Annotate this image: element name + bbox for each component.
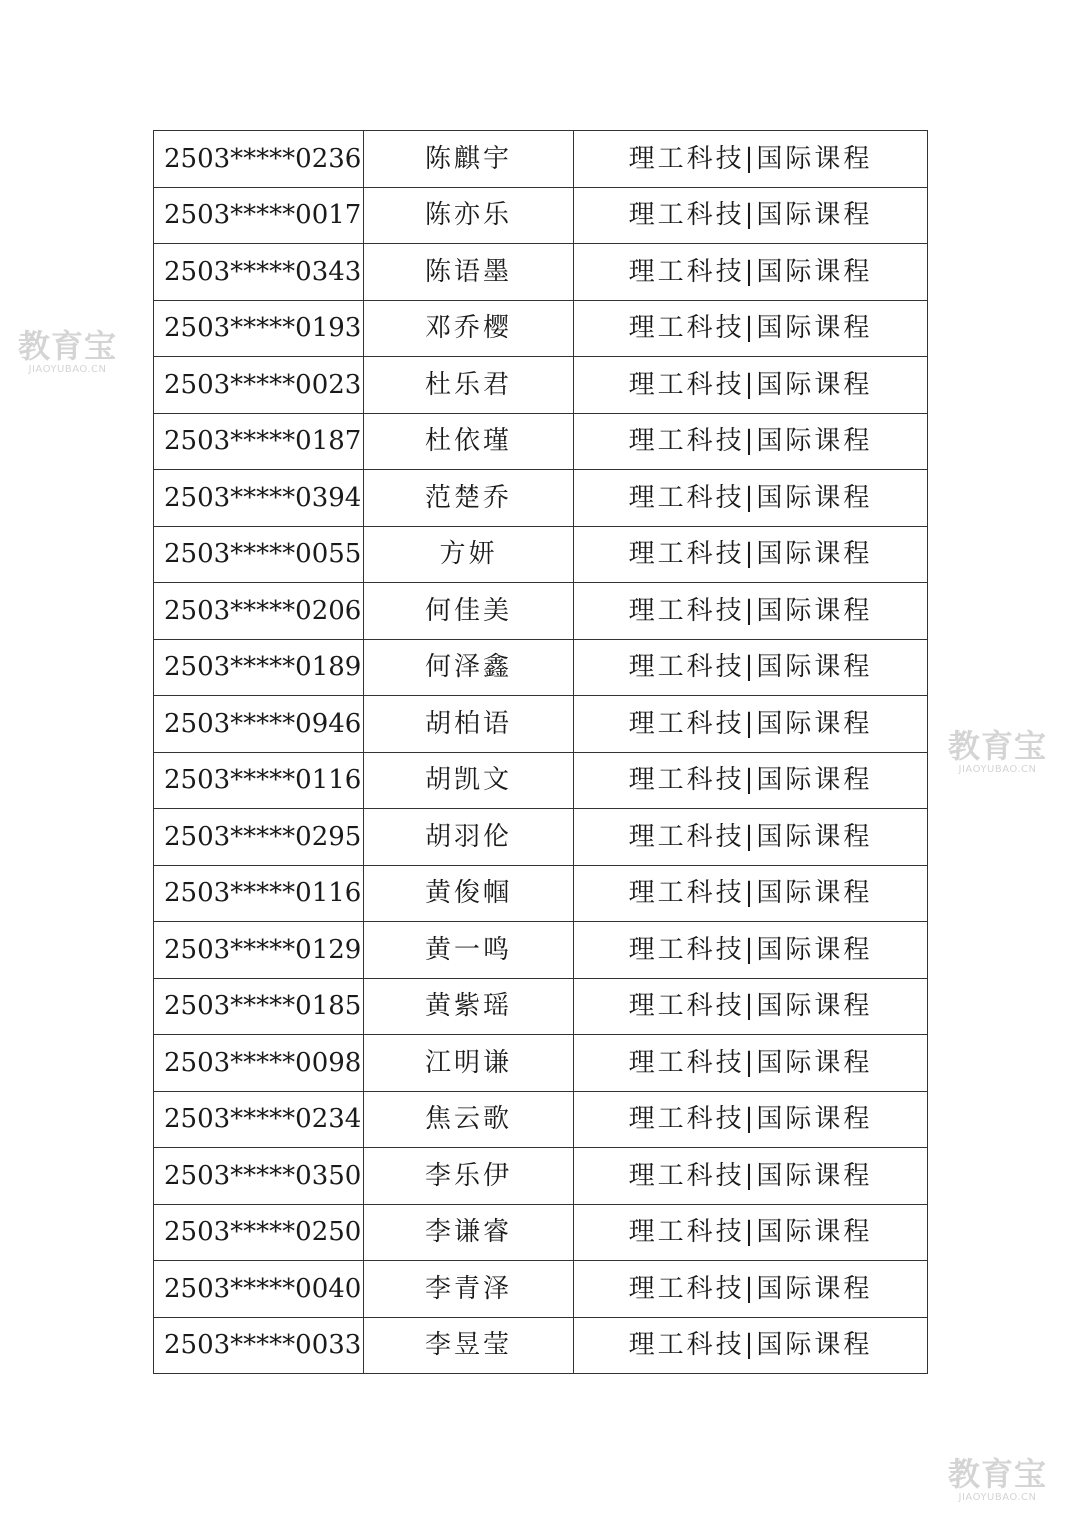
student-name-cell: 杜依瑾 <box>364 413 574 470</box>
candidate-id-cell: 2503*****0946 <box>154 696 364 753</box>
student-name-cell: 江明谦 <box>364 1035 574 1092</box>
program-track-cell: 理工科技|国际课程 <box>574 244 928 301</box>
candidate-id-cell: 2503*****0236 <box>154 131 364 188</box>
candidate-id-cell: 2503*****0189 <box>154 639 364 696</box>
table-row <box>154 526 928 583</box>
student-name-cell: 胡凯文 <box>364 752 574 809</box>
program-track-cell: 理工科技|国际课程 <box>574 922 928 979</box>
student-name-cell: 焦云歌 <box>364 1091 574 1148</box>
table-row <box>154 583 928 640</box>
table-row <box>154 1035 928 1092</box>
program-track-cell: 理工科技|国际课程 <box>574 696 928 753</box>
candidate-id-cell: 2503*****0350 <box>154 1148 364 1205</box>
watermark-logo <box>948 727 1048 775</box>
student-name-cell: 胡羽伦 <box>364 809 574 866</box>
table-row <box>154 244 928 301</box>
table-row <box>154 696 928 753</box>
candidate-id-cell: 2503*****0206 <box>154 583 364 640</box>
watermark-url: JIAOYUBAO.CN <box>958 1492 1037 1503</box>
watermark-url: JIAOYUBAO.CN <box>958 764 1037 775</box>
program-track-cell: 理工科技|国际课程 <box>574 1317 928 1374</box>
candidate-id-cell: 2503*****0033 <box>154 1317 364 1374</box>
candidate-id-cell: 2503*****0017 <box>154 187 364 244</box>
table-row <box>154 865 928 922</box>
program-track-cell: 理工科技|国际课程 <box>574 357 928 414</box>
candidate-id-cell: 2503*****0250 <box>154 1204 364 1261</box>
program-track-cell: 理工科技|国际课程 <box>574 639 928 696</box>
candidate-id-cell: 2503*****0234 <box>154 1091 364 1148</box>
student-name-cell: 黄一鸣 <box>364 922 574 979</box>
table-row <box>154 1148 928 1205</box>
student-name-cell: 李青泽 <box>364 1261 574 1318</box>
candidate-id-cell: 2503*****0394 <box>154 470 364 527</box>
candidate-id-cell: 2503*****0193 <box>154 300 364 357</box>
candidate-id-cell: 2503*****0185 <box>154 978 364 1035</box>
table-row <box>154 1261 928 1318</box>
program-track-cell: 理工科技|国际课程 <box>574 752 928 809</box>
program-track-cell: 理工科技|国际课程 <box>574 1035 928 1092</box>
table-row <box>154 187 928 244</box>
student-name-cell: 黄俊帼 <box>364 865 574 922</box>
table-row <box>154 413 928 470</box>
student-name-cell: 何佳美 <box>364 583 574 640</box>
watermark-url: JIAOYUBAO.CN <box>28 364 107 375</box>
candidate-id-cell: 2503*****0295 <box>154 809 364 866</box>
program-track-cell: 理工科技|国际课程 <box>574 300 928 357</box>
program-track-cell: 理工科技|国际课程 <box>574 1204 928 1261</box>
table-row <box>154 470 928 527</box>
candidate-id-cell: 2503*****0343 <box>154 244 364 301</box>
watermark-logo <box>18 327 118 375</box>
table-row <box>154 131 928 188</box>
program-track-cell: 理工科技|国际课程 <box>574 470 928 527</box>
candidate-id-cell: 2503*****0055 <box>154 526 364 583</box>
student-name-cell: 杜乐君 <box>364 357 574 414</box>
program-track-cell: 理工科技|国际课程 <box>574 1261 928 1318</box>
table-row <box>154 357 928 414</box>
candidate-id-cell: 2503*****0129 <box>154 922 364 979</box>
student-name-cell: 李乐伊 <box>364 1148 574 1205</box>
candidate-id-cell: 2503*****0023 <box>154 357 364 414</box>
table-row <box>154 300 928 357</box>
student-name-cell: 方妍 <box>364 526 574 583</box>
program-track-cell: 理工科技|国际课程 <box>574 1148 928 1205</box>
admission-roster-table <box>153 130 928 1374</box>
student-name-cell: 陈麒宇 <box>364 131 574 188</box>
table-row <box>154 1204 928 1261</box>
program-track-cell: 理工科技|国际课程 <box>574 131 928 188</box>
program-track-cell: 理工科技|国际课程 <box>574 1091 928 1148</box>
program-track-cell: 理工科技|国际课程 <box>574 413 928 470</box>
watermark-title: 教育宝 <box>18 327 118 365</box>
student-name-cell: 何泽鑫 <box>364 639 574 696</box>
roster-body <box>154 131 928 1374</box>
candidate-id-cell: 2503*****0187 <box>154 413 364 470</box>
program-track-cell: 理工科技|国际课程 <box>574 526 928 583</box>
student-name-cell: 黄紫瑶 <box>364 978 574 1035</box>
table-row <box>154 809 928 866</box>
program-track-cell: 理工科技|国际课程 <box>574 187 928 244</box>
program-track-cell: 理工科技|国际课程 <box>574 809 928 866</box>
table-row <box>154 1091 928 1148</box>
watermark-logo <box>948 1455 1048 1503</box>
student-name-cell: 李昱莹 <box>364 1317 574 1374</box>
candidate-id-cell: 2503*****0116 <box>154 752 364 809</box>
candidate-id-cell: 2503*****0116 <box>154 865 364 922</box>
program-track-cell: 理工科技|国际课程 <box>574 978 928 1035</box>
watermark-title: 教育宝 <box>948 1455 1048 1493</box>
program-track-cell: 理工科技|国际课程 <box>574 865 928 922</box>
table-row <box>154 922 928 979</box>
student-name-cell: 李谦睿 <box>364 1204 574 1261</box>
program-track-cell: 理工科技|国际课程 <box>574 583 928 640</box>
table-row <box>154 1317 928 1374</box>
student-name-cell: 胡柏语 <box>364 696 574 753</box>
table-row <box>154 978 928 1035</box>
student-name-cell: 范楚乔 <box>364 470 574 527</box>
candidate-id-cell: 2503*****0098 <box>154 1035 364 1092</box>
candidate-id-cell: 2503*****0040 <box>154 1261 364 1318</box>
student-name-cell: 陈语墨 <box>364 244 574 301</box>
student-name-cell: 陈亦乐 <box>364 187 574 244</box>
student-name-cell: 邓乔樱 <box>364 300 574 357</box>
table-row <box>154 639 928 696</box>
table-row <box>154 752 928 809</box>
watermark-title: 教育宝 <box>948 727 1048 765</box>
